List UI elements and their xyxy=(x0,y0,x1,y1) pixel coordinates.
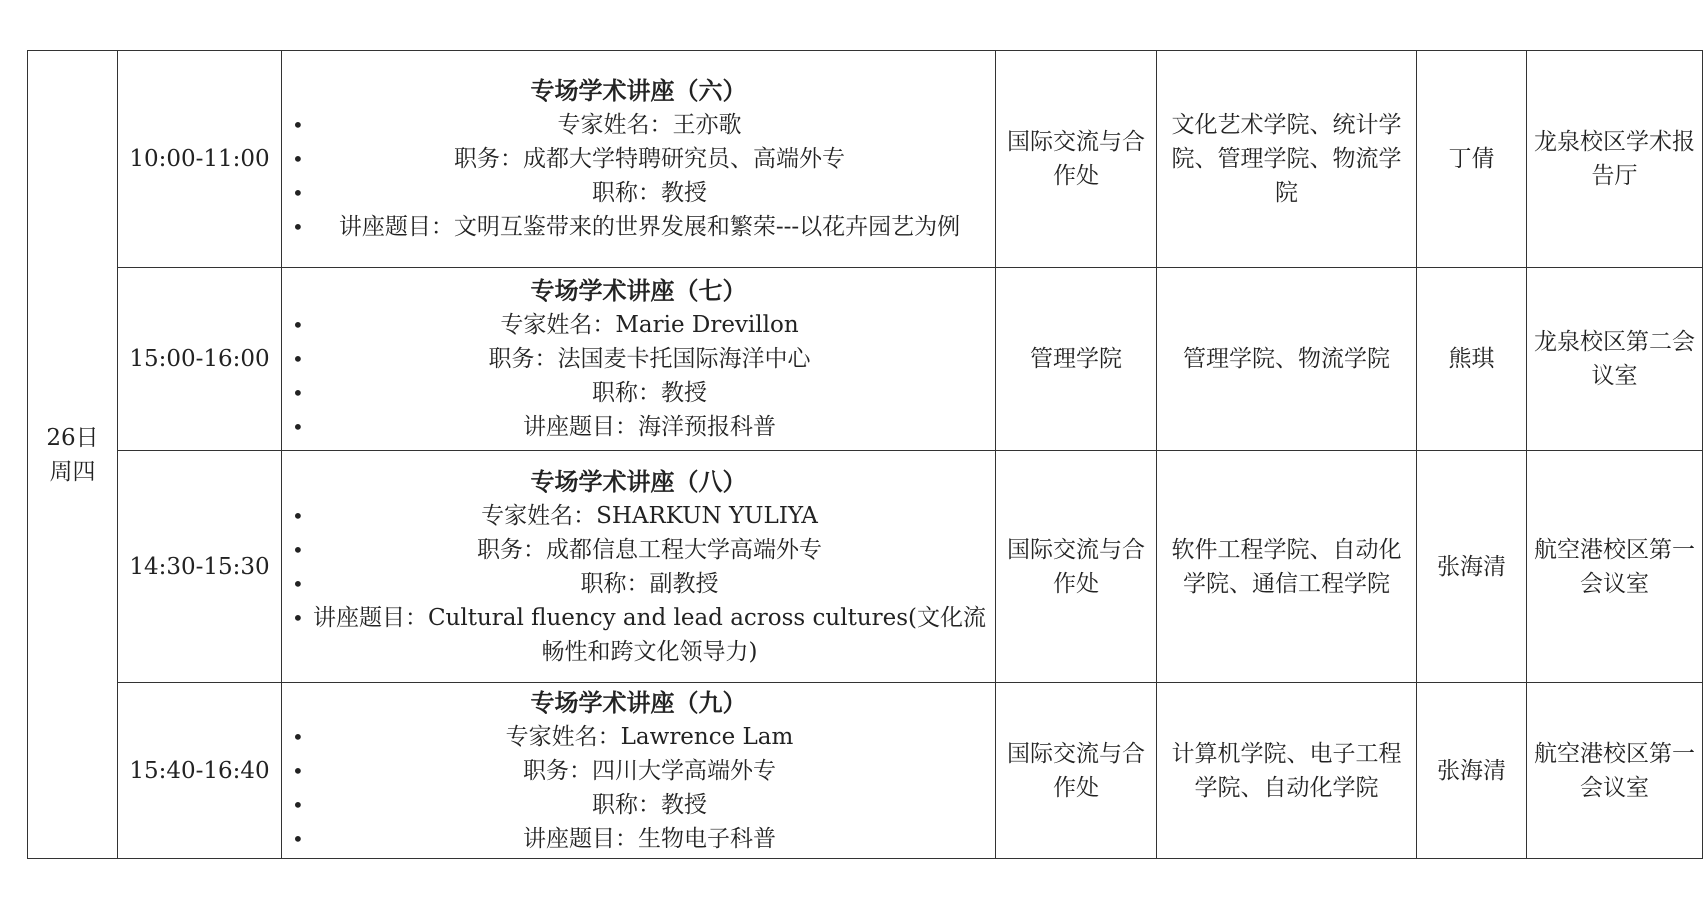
audience-cell: 文化艺术学院、统计学院、管理学院、物流学院 xyxy=(1157,51,1417,268)
venue-cell: 龙泉校区学术报告厅 xyxy=(1527,51,1703,268)
organizer-cell: 国际交流与合作处 xyxy=(996,451,1157,683)
contact-cell: 丁倩 xyxy=(1417,51,1527,268)
list-item: • 职务：成都信息工程大学高端外专 xyxy=(288,533,989,567)
audience-cell: 软件工程学院、自动化学院、通信工程学院 xyxy=(1157,451,1417,683)
lecture-items xyxy=(288,499,989,669)
venue-cell: 龙泉校区第二会议室 xyxy=(1527,268,1703,451)
time-cell: 14:30-15:30 xyxy=(118,451,282,683)
lecture-content xyxy=(282,51,996,268)
organizer-cell: 国际交流与合作处 xyxy=(996,51,1157,268)
list-item: • 职务：法国麦卡托国际海洋中心 xyxy=(288,342,989,376)
lecture-content xyxy=(282,268,996,451)
schedule-table xyxy=(27,50,1703,859)
venue-cell: 航空港校区第一会议室 xyxy=(1527,683,1703,859)
lecture-title: 专场学术讲座（八） xyxy=(530,466,747,496)
venue-cell: 航空港校区第一会议室 xyxy=(1527,451,1703,683)
day-cell xyxy=(28,51,118,859)
list-item: • 职称：教授 xyxy=(288,176,989,210)
contact-cell: 张海清 xyxy=(1417,683,1527,859)
list-item: • 职称：教授 xyxy=(288,376,989,410)
lecture-items xyxy=(288,108,989,244)
time-cell: 15:40-16:40 xyxy=(118,683,282,859)
list-item: • 职称：副教授 xyxy=(288,567,989,601)
audience-cell: 计算机学院、电子工程学院、自动化学院 xyxy=(1157,683,1417,859)
time-cell: 10:00-11:00 xyxy=(118,51,282,268)
list-item: • 专家姓名：王亦歌 xyxy=(288,108,989,142)
lecture-content xyxy=(282,683,996,859)
lecture-content xyxy=(282,451,996,683)
list-item: • 专家姓名：Marie Drevillon xyxy=(288,308,989,342)
list-item: • 职务：成都大学特聘研究员、高端外专 xyxy=(288,142,989,176)
table-row xyxy=(28,451,1703,683)
list-item: • 讲座题目：文明互鉴带来的世界发展和繁荣---以花卉园艺为例 xyxy=(288,210,989,244)
lecture-title: 专场学术讲座（七） xyxy=(530,276,747,305)
list-item: • 专家姓名：Lawrence Lam xyxy=(288,720,989,754)
list-item: • 专家姓名：SHARKUN YULIYA xyxy=(288,499,989,533)
contact-cell: 熊琪 xyxy=(1417,268,1527,451)
audience-cell: 管理学院、物流学院 xyxy=(1157,268,1417,451)
organizer-cell: 国际交流与合作处 xyxy=(996,683,1157,859)
list-item: • 讲座题目：海洋预报科普 xyxy=(288,410,989,444)
list-item: • 职称：教授 xyxy=(288,788,989,822)
table-row xyxy=(28,51,1703,268)
contact-cell: 张海清 xyxy=(1417,451,1527,683)
lecture-items xyxy=(288,308,989,444)
lecture-title: 专场学术讲座（六） xyxy=(530,76,747,105)
lecture-title: 专场学术讲座（九） xyxy=(530,687,747,717)
time-cell: 15:00-16:00 xyxy=(118,268,282,451)
lecture-items xyxy=(288,720,989,856)
list-item: • 讲座题目：Cultural fluency and lead across cultures(文化流畅性和跨文化领导力) xyxy=(288,601,989,669)
table-row xyxy=(28,683,1703,859)
list-item: • 职务：四川大学高端外专 xyxy=(288,754,989,788)
day-date: 26日 xyxy=(46,424,99,451)
list-item: • 讲座题目：生物电子科普 xyxy=(288,822,989,856)
table-row xyxy=(28,268,1703,451)
day-weekday: 周四 xyxy=(49,458,96,485)
organizer-cell: 管理学院 xyxy=(996,268,1157,451)
